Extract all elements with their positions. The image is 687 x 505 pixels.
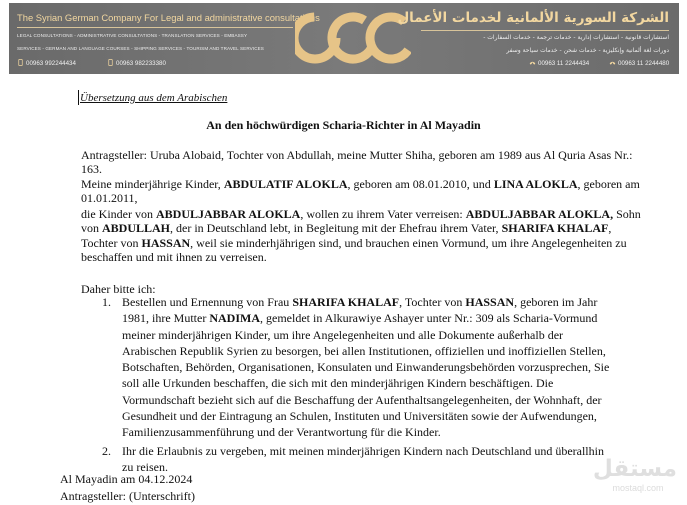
watermark-arabic: مستقل: [592, 456, 677, 482]
bold-name: ABDULATIF ALOKLA: [223, 177, 348, 191]
text-run: , Tochter von: [81, 221, 612, 250]
bold-name: SHARIFA KHALAF: [292, 295, 400, 309]
services-arabic-line-1: استشارات قانونية - استشارات إدارية - خدمات ترجمة - خدمات السفارات -: [483, 34, 669, 41]
list-number: 2.: [102, 444, 111, 458]
list-item-text: [122, 295, 609, 439]
bold-name: HASSAN: [141, 235, 191, 250]
mobile-phone-icon: [107, 59, 114, 66]
phone-number: [529, 59, 589, 67]
bold-name: NADIMA: [209, 311, 260, 326]
bold-name: LINA ALOKLA: [493, 177, 578, 191]
text-run: , weil sie minderhjährigen sind, und brauchen einen Vormund, um ihre Angelegenheiten zu beschaffen und mit ihnen zu verreisen.: [81, 235, 627, 264]
services-english-line-1: LEGAL CONSULTATIONS - ADMINISTRATIVE CONSULTATIONS - TRANSLATION SERVICES - EMBASSY: [17, 33, 248, 38]
translation-note: Übersetzung aus dem Arabischen: [80, 92, 228, 104]
travel-paragraph: [81, 207, 641, 264]
bold-name: HASSAN: [465, 295, 515, 309]
company-name-english: The Syrian German Company For Legal and administrative consultations: [17, 12, 320, 23]
mobile-phone-icon: [17, 59, 24, 66]
children-paragraph: [81, 177, 641, 206]
list-number: 1.: [102, 295, 111, 309]
list-item: [102, 294, 618, 441]
services-english-line-2: SERVICES - GERMAN AND LANGUAGE COURSES - SHIPPING SERVICES - TOURISM AND TRAVEL SERVICES: [17, 46, 264, 51]
phone-text: 00963 11 2244434: [538, 60, 590, 67]
text-run: , wollen zu ihrem Vater verreisen:: [300, 207, 466, 221]
text-run: , der in Deutschland lebt, in Begleitung mit der Ehefrau ihrem Vater,: [170, 221, 502, 236]
phone-text: 00963 992244434: [26, 60, 76, 67]
text-run: Sohn von: [81, 207, 641, 236]
text-run: , geboren im Jahr 1981, ihre Mutter: [122, 295, 598, 326]
phone-text: 00963 11 2244480: [618, 60, 670, 67]
watermark-url: mostaql.com: [612, 483, 664, 493]
list-item: [102, 443, 618, 476]
text-run: Bestellen und Ernennung von Frau: [122, 295, 293, 309]
phone-number: [17, 59, 76, 67]
page-title: An den höchwürdigen Scharia-Richter in Al Mayadin: [206, 118, 481, 132]
text-run: , Tochter von: [399, 295, 466, 309]
phone-text: 00963 982233380: [116, 60, 166, 67]
text-run: Meine minderjährige Kinder,: [81, 177, 224, 191]
bold-name: SHARIFA KHALAF: [501, 221, 609, 236]
bold-name: ABDULJABBAR ALOKLA,: [465, 207, 614, 221]
signature-line: Antragsteller: (Unterschrift): [60, 489, 195, 503]
list-item-text: Ihr die Erlaubnis zu vergeben, mit meinen minderjährigen Kindern nach Deutschland und überallhin zu reisen.: [122, 444, 604, 475]
text-run: , geboren am 01.01.2011,: [81, 177, 640, 206]
services-arabic-line-2: دورات لغة ألمانية وإنكليزية - خدمات شحن - خدمات سياحة وسفر: [506, 47, 669, 54]
text-run: , geboren am 08.01.2010, und: [347, 177, 494, 191]
watermark: [592, 455, 677, 497]
bold-name: ABDULLAH: [102, 221, 171, 236]
text-run: die Kinder von: [81, 207, 156, 221]
letterhead-banner: [9, 3, 679, 74]
divider: [421, 30, 669, 31]
text-run: , gemeldet in Alkurawiye Ashayer unter Nr.: 309 als Scharia-Vormund meiner minderjährigen Kinder, um ihre Angelegenheiten und alle Dokumente außerhalb der Arabischen Republik Syrien zu besorgen, bei allen Institutionen, offiziellen und inoffiziellen Stellen, Botschaften, Behörden, Organisationen, Konsulaten und Einwanderungsbehörden vorzusprechen, Sie soll alle Urkunden beschaffen, die sich mit den minderjährigen Kindern beschäftigen. Die Vormundschaft bezieht sich auf die Beschaffung der Aufenthaltsangelegenheiten, der Wohnhaft, der Gesundheit und der Eintragung an Schulen, Instituten und Universitäten sowie der Aufwendungen, Familienzusammenführung und der Verantwortung für die Kinder.: [122, 311, 610, 440]
place-date: Al Mayadin am 04.12.2024: [60, 472, 193, 486]
sgc-logo: [295, 9, 411, 67]
telephone-icon: [529, 59, 536, 66]
telephone-icon: [609, 59, 616, 66]
bold-name: ABDULJABBAR ALOKLA: [155, 207, 301, 221]
company-name-arabic: الشركة السورية الألمانية لخدمات الأعمال: [397, 10, 669, 26]
applicant-paragraph: Antragsteller: Uruba Alobaid, Tochter von Abdullah, meine Mutter Shiha, geboren am 1989 aus Al Quria Asas Nr.: 163.: [81, 148, 633, 177]
phone-number: [609, 59, 669, 67]
divider: [17, 27, 293, 28]
request-intro: Daher bitte ich:: [81, 282, 156, 296]
phone-number: [107, 59, 166, 67]
